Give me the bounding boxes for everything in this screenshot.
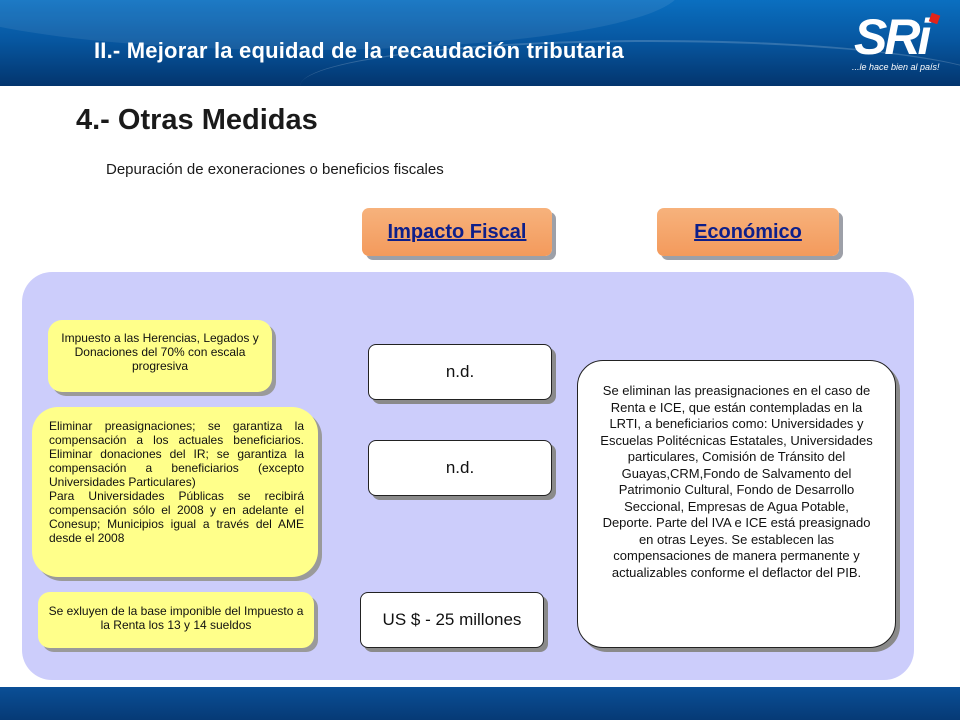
measure-preasignaciones-part2: Para Universidades Públicas se recibirá compensación sólo el 2008 y en adelante el Conesup; Municipios igual a través del AME desde el 2008 [49,489,304,545]
logo-red-accent-icon [929,13,941,25]
fiscal-impact-1: n.d. [368,344,552,400]
economic-impact-text: Se eliminan las preasignaciones en el caso de Renta e ICE, que están contempladas en la LRTI, a beneficiarios como: Universidades y Escuelas Politécnicas Estatales, Universidades particulares, Comisión de Tránsito del Guayas,CRM,Fondo de Salvamento del Patrimonio Cultural, Fondo de Desarrollo Seccional, Empresas de Agua Potable, Deporte. Parte del IVA e ICE está preasignado en otras Leyes. Se establecen las compensaciones de manera permanente y actualizables conforme el deflactor del PIB. [577,360,896,648]
footer-bar [0,687,960,720]
fiscal-impact-3: US $ - 25 millones [360,592,544,648]
measure-herencias: Impuesto a las Herencias, Legados y Donaciones del 70% con escala progresiva [48,320,272,392]
section-subtitle: Depuración de exoneraciones o beneficios fiscales [106,161,444,178]
fiscal-impact-2: n.d. [368,440,552,496]
impacto-fiscal-header-link[interactable]: Impacto Fiscal [362,208,552,256]
logo-tagline: ...le hace bien al país! [852,62,940,72]
sri-logo-wordmark: SRi [854,9,929,65]
section-title: 4.- Otras Medidas [76,104,318,136]
measure-preasignaciones-part1: Eliminar preasignaciones; se garantiza la compensación a los actuales beneficiarios. Eliminar donaciones del IR; se garantiza la compensación a beneficiarios (excepto Universidades Particulares) [49,419,304,489]
measure-sueldos: Se exluyen de la base imponible del Impuesto a la Renta los 13 y 14 sueldos [38,592,314,648]
title-banner [0,0,960,86]
measure-preasignaciones [32,407,318,577]
economico-header-link[interactable]: Económico [657,208,839,256]
sri-logo [848,8,948,82]
slide-title: II.- Mejorar la equidad de la recaudación tributaria [94,38,624,63]
